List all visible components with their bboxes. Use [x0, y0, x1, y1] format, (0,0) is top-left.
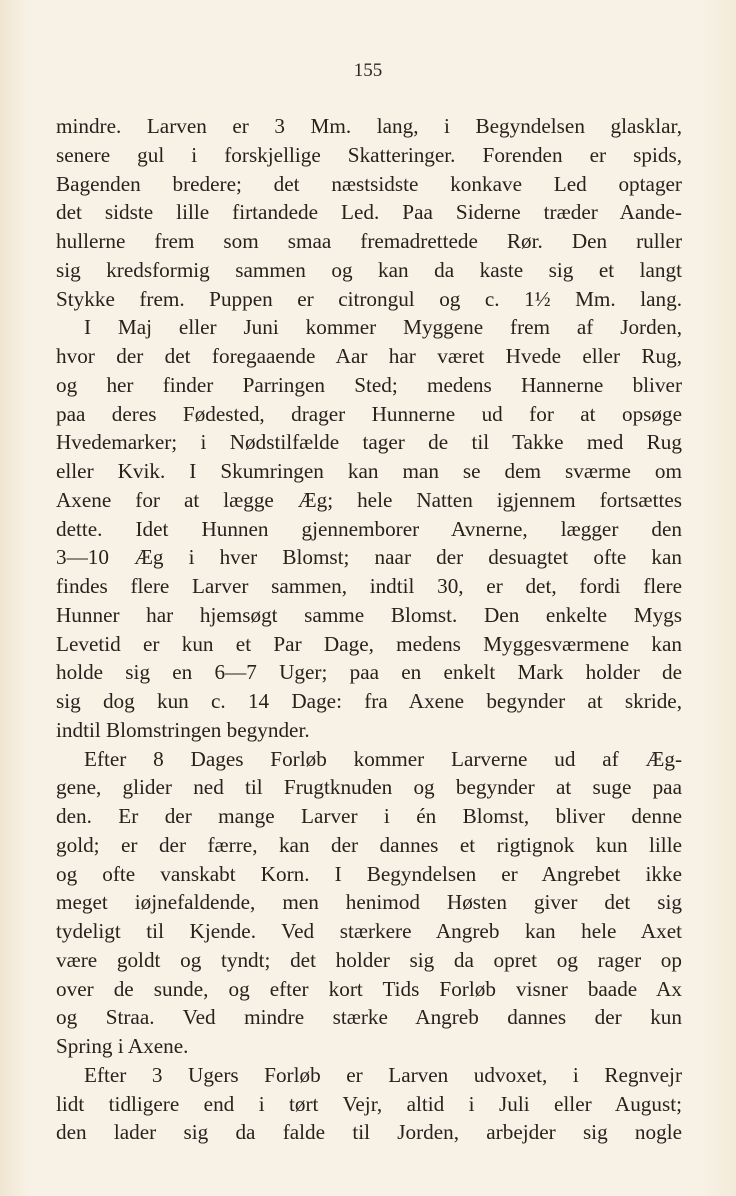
- body-text: [56, 112, 682, 1147]
- text-line: findes flere Larver sammen, indtil 30, er det, fordi flere: [56, 574, 682, 598]
- text-line: være goldt og tyndt; det holder sig da opret og rager op: [56, 947, 682, 972]
- text-line: og ofte vanskabt Korn. I Begyndelsen er Angrebet ikke: [56, 861, 682, 886]
- text-line: Efter 3 Ugers Forløb er Larven udvoxet, i Regnvejr: [84, 1062, 682, 1087]
- text-line: Bagenden bredere; det næstsidste konkave Led optager: [56, 171, 682, 196]
- text-line: indtil Blomstringen begynder.: [56, 717, 310, 742]
- text-line: det sidste lille firtandede Led. Paa Siderne træder Aande-: [56, 200, 682, 225]
- text-line: Efter 8 Dages Forløb kommer Larverne ud af Æg-: [84, 746, 682, 771]
- text-line: den lader sig da falde til Jorden, arbejder sig nogle: [56, 1120, 682, 1145]
- text-line: Spring i Axene.: [56, 1034, 189, 1058]
- text-line: mindre. Larven er 3 Mm. lang, i Begyndelsen glasklar,: [56, 114, 682, 138]
- text-line: Levetid er kun et Par Dage, medens Myggesværmene kan: [56, 631, 682, 656]
- text-line: dette. Idet Hunnen gjennemborer Avnerne, lægger den: [56, 516, 682, 541]
- text-line: den. Er der mange Larver i én Blomst, bliver denne: [56, 804, 682, 828]
- text-line: Hvedemarker; i Nødstilfælde tager de til Takke med Rug: [56, 430, 682, 455]
- text-line: Hunner har hjemsøgt samme Blomst. Den enkelte Mygs: [56, 602, 682, 627]
- text-line: tydeligt til Kjende. Ved stærkere Angreb kan hele Axet: [56, 919, 682, 943]
- text-line: over de sunde, og efter kort Tids Forløb visner baade Ax: [56, 976, 682, 1001]
- text-line: hvor der det foregaaende Aar har været Hvede eller Rug,: [56, 344, 682, 368]
- text-line: I Maj eller Juni kommer Myggene frem af Jorden,: [84, 315, 682, 340]
- text-line: og Straa. Ved mindre stærke Angreb dannes der kun: [56, 1005, 682, 1030]
- text-line: holde sig en 6—7 Uger; paa en enkelt Mark holder de: [56, 660, 682, 685]
- text-line: meget iøjnefaldende, men henimod Høsten giver det sig: [56, 890, 682, 915]
- text-line: hullerne frem som smaa fremadrettede Rør. Den ruller: [56, 229, 682, 253]
- text-line: paa deres Fødested, drager Hunnerne ud for at opsøge: [56, 401, 682, 426]
- text-line: senere gul i forskjellige Skatteringer. Forenden er spids,: [56, 142, 682, 167]
- text-line: 3—10 Æg i hver Blomst; naar der desuagtet ofte kan: [56, 545, 682, 570]
- text-line: gene, glider ned til Frugtknuden og begynder at suge paa: [56, 775, 682, 800]
- page-number: 155: [353, 60, 383, 81]
- text-line: sig kredsformig sammen og kan da kaste sig et langt: [56, 257, 682, 282]
- text-line: gold; er der færre, kan der dannes et rigtignok kun lille: [56, 832, 682, 857]
- text-line: eller Kvik. I Skumringen kan man se dem sværme om: [56, 459, 682, 483]
- text-line: og her finder Parringen Sted; medens Hannerne bliver: [56, 372, 682, 397]
- text-line: Stykke frem. Puppen er citrongul og c. 1½ Mm. lang.: [56, 286, 682, 311]
- text-line: sig dog kun c. 14 Dage: fra Axene begynder at skride,: [56, 689, 682, 713]
- text-line: lidt tidligere end i tørt Vejr, altid i Juli eller August;: [56, 1091, 682, 1116]
- text-line: Axene for at lægge Æg; hele Natten igjennem fortsættes: [56, 487, 682, 512]
